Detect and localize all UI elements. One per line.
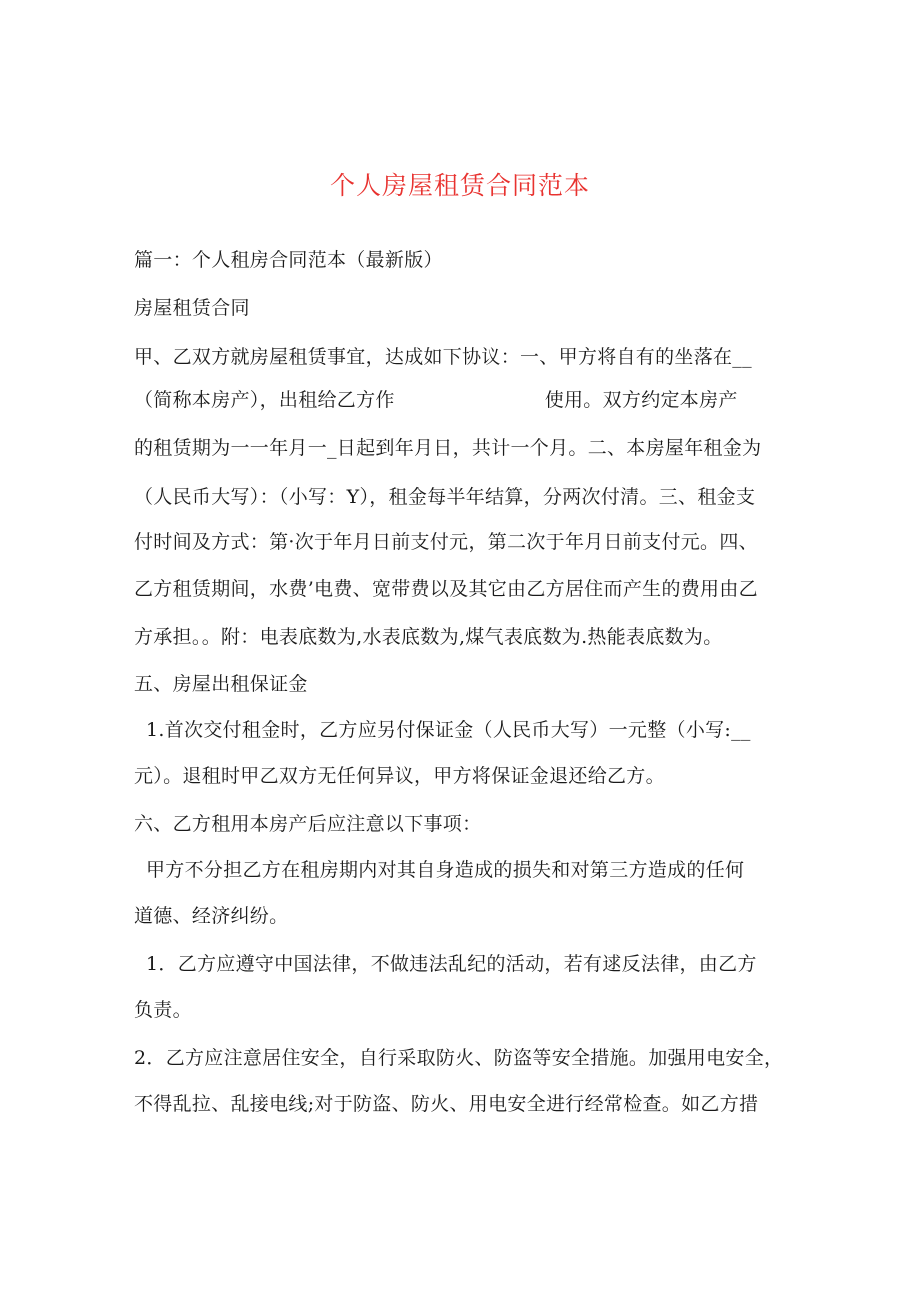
paragraph-line: 方承担。。附：电表底数为,水表底数为,煤气表底数为.热能表底数为。 [134,626,723,648]
paragraph-line: 1.首次交付租金时，乙方应另付保证金（人民币大写）一元整（小写:__ [146,719,751,741]
paragraph-line: 元）。退租时甲乙双方无任何异议，甲方将保证金退还给乙方。 [134,765,665,787]
paragraph-line: 2．乙方应注意居住安全，自行采取防火、防盗等安全措施。加强用电安全， [134,1047,784,1069]
paragraph-line: 乙方租赁期间，水费’电费、宽带费以及其它由乙方居住而产生的费用由乙 [134,578,758,600]
paragraph-line-part: 使用。双方约定本房产 [544,389,738,411]
paragraph-line [134,388,738,412]
paragraph-line-part: （简称本房产），出租给乙方作 [134,389,395,411]
section-heading: 五、房屋出租保证金 [134,673,308,695]
section-heading: 篇一：个人租房合同范本（最新版） [134,249,443,271]
document-title: 个人房屋租赁合同范本 [329,171,590,200]
section-heading: 六、乙方租用本房产后应注意以下事项： [134,813,482,835]
paragraph-line: 付时间及方式：第·次于年月日前支付元，第二次于年月日前支付元。四、 [134,531,758,553]
paragraph-line: 不得乱拉、乱接电线;对于防盗、防火、用电安全进行经常检查。如乙方措 [134,1093,759,1115]
paragraph-line: （人民币大写）：（小写：Y），租金每半年结算，分两次付清。三、租金支 [134,486,756,508]
paragraph-line: 1．乙方应遵守中国法律，不做违法乱纪的活动，若有逑反法律，由乙方 [146,953,757,975]
paragraph-line: 甲方不分担乙方在租房期内对其自身造成的损失和对第三方造成的任何 [146,859,745,881]
paragraph-line: 的租赁期为一一年月一_日起到年月日，共计一个月。二、本房屋年租金为 [134,437,762,459]
paragraph-line: 负责。 [134,999,192,1021]
contract-heading: 房屋租赁合同 [134,297,250,319]
paragraph-line: 甲、乙双方就房屋租赁事宜，达成如下协议：一、甲方将自有的坐落在__ [134,346,752,368]
paragraph-line: 道德、经济纠纷。 [134,905,289,927]
